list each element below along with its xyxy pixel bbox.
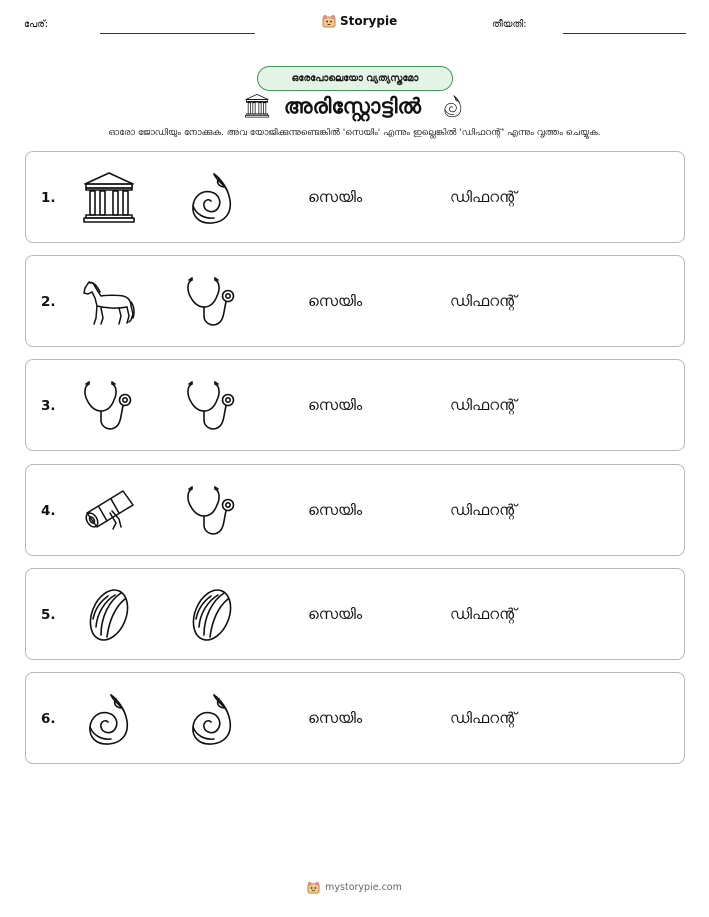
different-option[interactable]: ഡിഫറന്റ് [450,501,517,519]
instructions: ഓരോ ജോഡിയും നോക്കുക. അവ യോജിക്കുന്നുണ്ടെങ്കിൽ 'സെയിം' എന്നും ഇല്ലെങ്കിൽ 'ഡിഫറന്റ്' എന്നും വൃത്തം ചെയ്യുക. [108,128,601,138]
row-number: 1. [41,190,56,206]
row-number: 2. [41,294,56,310]
exercise-row [25,359,685,451]
footer-url: mystorypie.com [325,882,402,893]
name-label: പേര്: [24,19,49,30]
exercise-row [25,672,685,764]
brand-logo [322,14,397,28]
exercise-row [25,568,685,660]
row-number: 4. [41,503,56,519]
date-label: തീയതി: [492,19,527,30]
brand-name: Storypie [340,14,398,28]
exercise-row [25,151,685,243]
snail-shell-icon [81,691,137,747]
stethoscope-icon [184,274,240,330]
row-number: 6. [41,711,56,727]
same-option[interactable]: സെയിം [308,501,363,519]
snail-shell-icon [184,691,240,747]
date-field[interactable] [563,33,686,34]
storypie-logo-icon [307,881,320,894]
topic-badge: ഒരേപോലെയോ വ്യത്യസ്തമോ [257,66,453,91]
row-number: 3. [41,398,56,414]
different-option[interactable]: ഡിഫറന്റ് [450,188,517,206]
stethoscope-icon [184,378,240,434]
seed-icon [184,587,240,643]
snail-shell-icon [441,94,465,118]
same-option[interactable]: സെയിം [308,605,363,623]
storypie-logo-icon [322,14,336,28]
stethoscope-icon [81,378,137,434]
seed-icon [81,587,137,643]
different-option[interactable]: ഡിഫറന്റ് [450,709,517,727]
same-option[interactable]: സെയിം [308,709,363,727]
temple-icon [81,170,137,226]
name-field[interactable] [100,33,255,34]
stethoscope-icon [184,483,240,539]
exercise-row [25,255,685,347]
snail-shell-icon [184,170,240,226]
same-option[interactable]: സെയിം [308,188,363,206]
title-row [0,93,709,119]
same-option[interactable]: സെയിം [308,292,363,310]
same-option[interactable]: സെയിം [308,396,363,414]
different-option[interactable]: ഡിഫറന്റ് [450,292,517,310]
exercise-row [25,464,685,556]
row-number: 5. [41,607,56,623]
different-option[interactable]: ഡിഫറന്റ് [450,396,517,414]
footer [0,881,709,894]
horse-icon [81,274,137,330]
page-title: അരിസ്റ്റോട്ടിൽ [283,93,422,118]
scroll-icon [81,483,137,539]
temple-icon [244,93,270,119]
different-option[interactable]: ഡിഫറന്റ് [450,605,517,623]
